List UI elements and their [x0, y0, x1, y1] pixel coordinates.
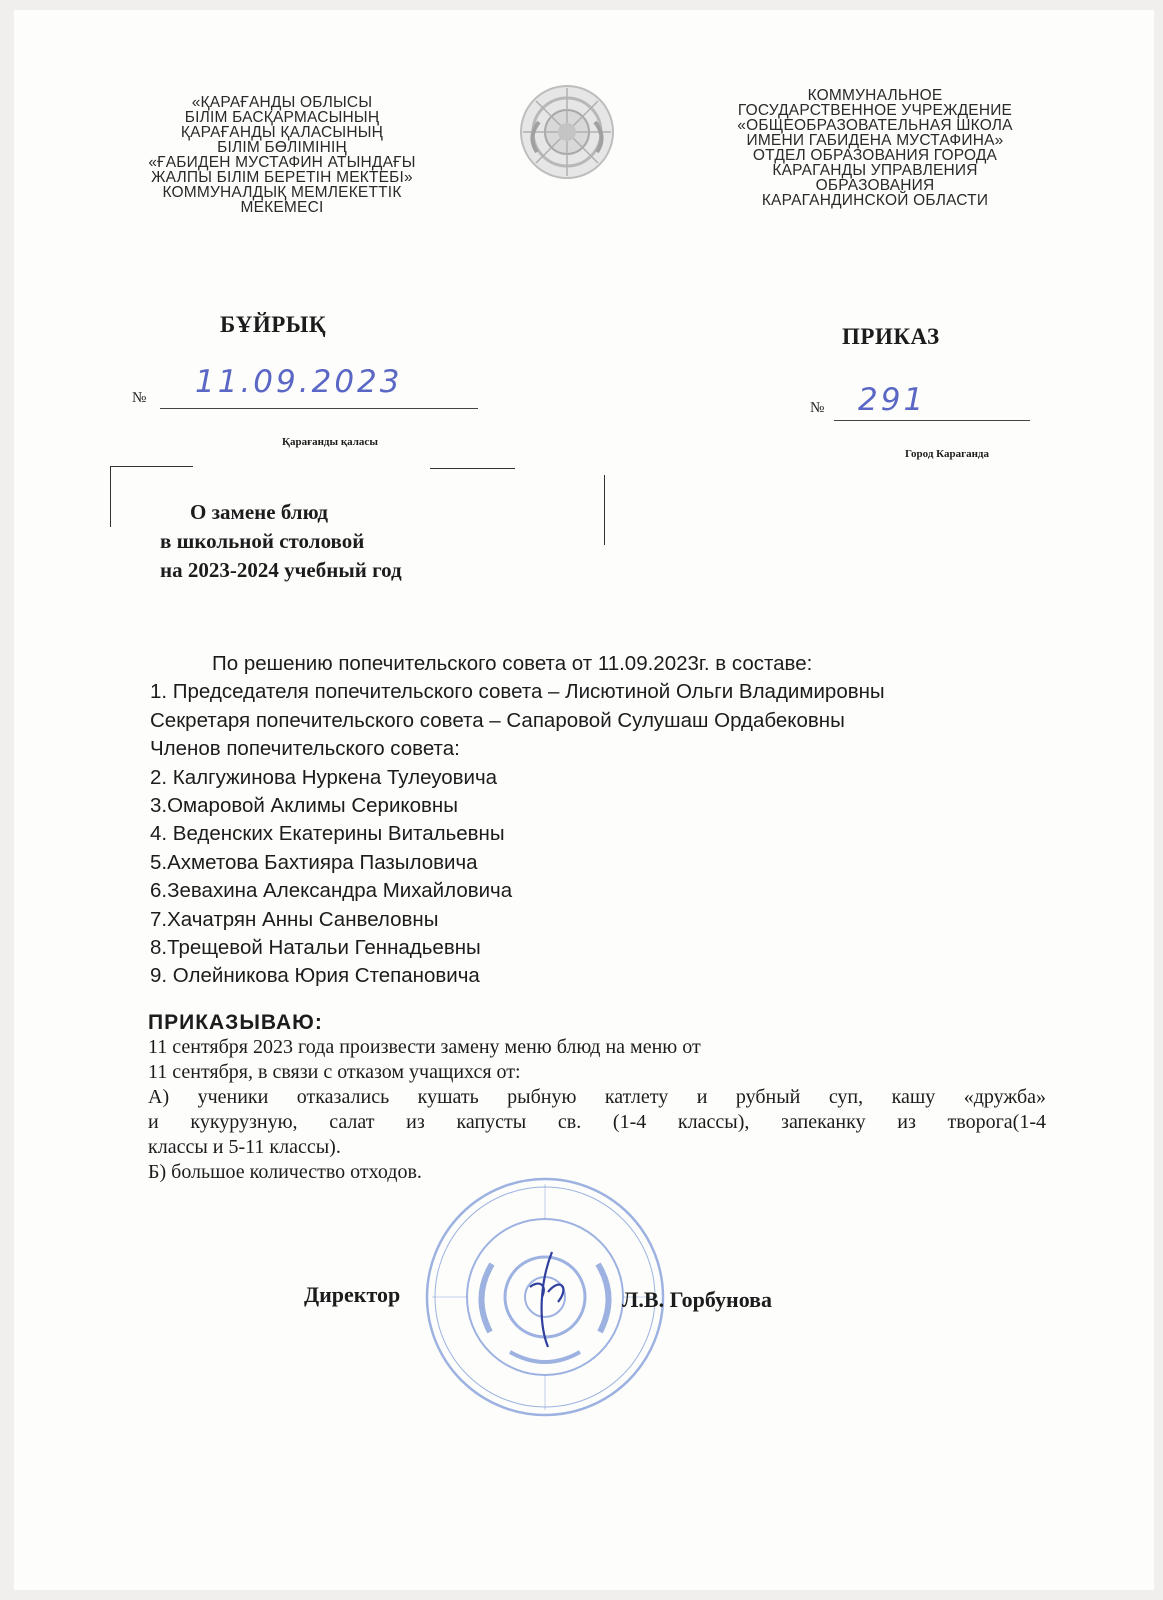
- number-underline: [834, 420, 1030, 421]
- header-ru-line: КОММУНАЛЬНОЕ: [807, 87, 943, 104]
- body-line: 7.Хачатрян Анны Санвеловны: [150, 907, 439, 931]
- header-kz-line: БІЛІМ БӨЛІМІНІҢ: [217, 139, 347, 156]
- header-kz-line: БІЛІМ БАСҚАРМАСЫНЫҢ: [184, 109, 380, 126]
- handwritten-date: 11.09.2023: [195, 364, 403, 400]
- order-heading: ПРИКАЗЫВАЮ:: [148, 1011, 323, 1034]
- header-kz-line: «ҒАБИДЕН МУСТАФИН АТЫНДАҒЫ: [148, 154, 416, 171]
- subject-bracket-right: [604, 475, 605, 545]
- subject-bracket-top-right: [430, 468, 515, 469]
- header-kz-line: ҚАРАҒАНДЫ ҚАЛАСЫНЫҢ: [180, 124, 384, 141]
- header-ru-line: ОТДЕЛ ОБРАЗОВАНИЯ ГОРОДА: [752, 147, 998, 164]
- handwritten-number: 291: [858, 382, 927, 418]
- header-ru-line: КАРАГАНДЫ УПРАВЛЕНИЯ: [772, 162, 978, 179]
- header-kz-line: КОММУНАЛДЫҚ МЕМЛЕКЕТТІК: [162, 184, 402, 201]
- order-line: классы и 5-11 классы).: [148, 1136, 341, 1158]
- order-line: 11 сентября 2023 года произвести замену меню блюд на меню от: [148, 1036, 701, 1058]
- header-ru-line: «ОБЩЕОБРАЗОВАТЕЛЬНАЯ ШКОЛА: [737, 117, 1013, 134]
- body-line: 2. Калгужинова Нуркена Тулеуовича: [150, 765, 498, 789]
- header-kz-line: МЕКЕМЕСІ: [240, 199, 324, 216]
- order-line: Б) большое количество отходов.: [148, 1161, 422, 1183]
- header-kz-line: «ҚАРАҒАНДЫ ОБЛЫСЫ: [191, 94, 373, 111]
- subject-line: в школьной столовой: [160, 529, 365, 553]
- body-line: 8.Трещевой Натальи Геннадьевны: [150, 936, 481, 960]
- body-line: 1. Председателя попечительского совета – Лисютиной Ольги Владимировны: [150, 680, 885, 704]
- order-line: 11 сентября, в связи с отказом учащихся от:: [148, 1061, 521, 1083]
- body-line: 3.Омаровой Аклимы Сериковны: [150, 794, 458, 818]
- body-line: 6.Зевахина Александра Михайловича: [150, 879, 513, 903]
- body-line: Секретаря попечительского совета – Сапаровой Сулушаш Ордабековны: [150, 708, 845, 732]
- body-line: Членов попечительского совета:: [150, 737, 460, 761]
- subject-line: на 2023-2024 учебный год: [160, 558, 402, 582]
- header-ru-line: КАРАГАНДИНСКОЙ ОБЛАСТИ: [761, 192, 989, 209]
- body-line: 4. Веденских Екатерины Витальевны: [150, 822, 505, 846]
- header-kz-line: ЖАЛПЫ БІЛІМ БЕРЕТІН МЕКТЕБІ»: [151, 169, 413, 186]
- header-kz: [112, 95, 452, 215]
- title-kz: БҰЙРЫҚ: [220, 312, 327, 337]
- order-subject: [160, 498, 402, 585]
- header-ru-line: ИМЕНИ ГАБИДЕНА МУСТАФИНА»: [746, 132, 1004, 149]
- signature-role: Директор: [304, 1282, 401, 1307]
- city-kz: Қарағанды қаласы: [282, 436, 378, 448]
- header-ru-line: ГОСУДАРСТВЕННОЕ УЧРЕЖДЕНИЕ: [737, 102, 1013, 119]
- signature-name: Л.В. Горбунова: [622, 1287, 773, 1312]
- city-ru: Город Караганда: [905, 448, 989, 460]
- body-line: 5.Ахметова Бахтияра Пазыловича: [150, 850, 478, 874]
- header-ru: [700, 88, 1050, 208]
- number-sign-right: №: [810, 400, 825, 416]
- title-ru: ПРИКАЗ: [842, 324, 940, 349]
- order-body: [150, 650, 1040, 991]
- order-line: и кукурузную, салат из капусты св. (1-4 классы), запеканку из творога(1-4: [148, 1111, 1046, 1133]
- order-directive: [148, 1010, 1046, 1185]
- subject-line: О замене блюд: [190, 500, 329, 524]
- number-sign-left: №: [132, 390, 147, 406]
- order-line: А) ученики отказались кушать рыбную катлету и рубный суп, кашу «дружба»: [148, 1086, 1046, 1108]
- header-ru-line: ОБРАЗОВАНИЯ: [815, 177, 935, 194]
- body-line: По решению попечительского совета от 11.09.2023г. в составе:: [212, 652, 813, 675]
- body-line: 9. Олейникова Юрия Степановича: [150, 964, 480, 988]
- state-emblem-icon: [517, 82, 617, 182]
- date-underline: [160, 408, 478, 409]
